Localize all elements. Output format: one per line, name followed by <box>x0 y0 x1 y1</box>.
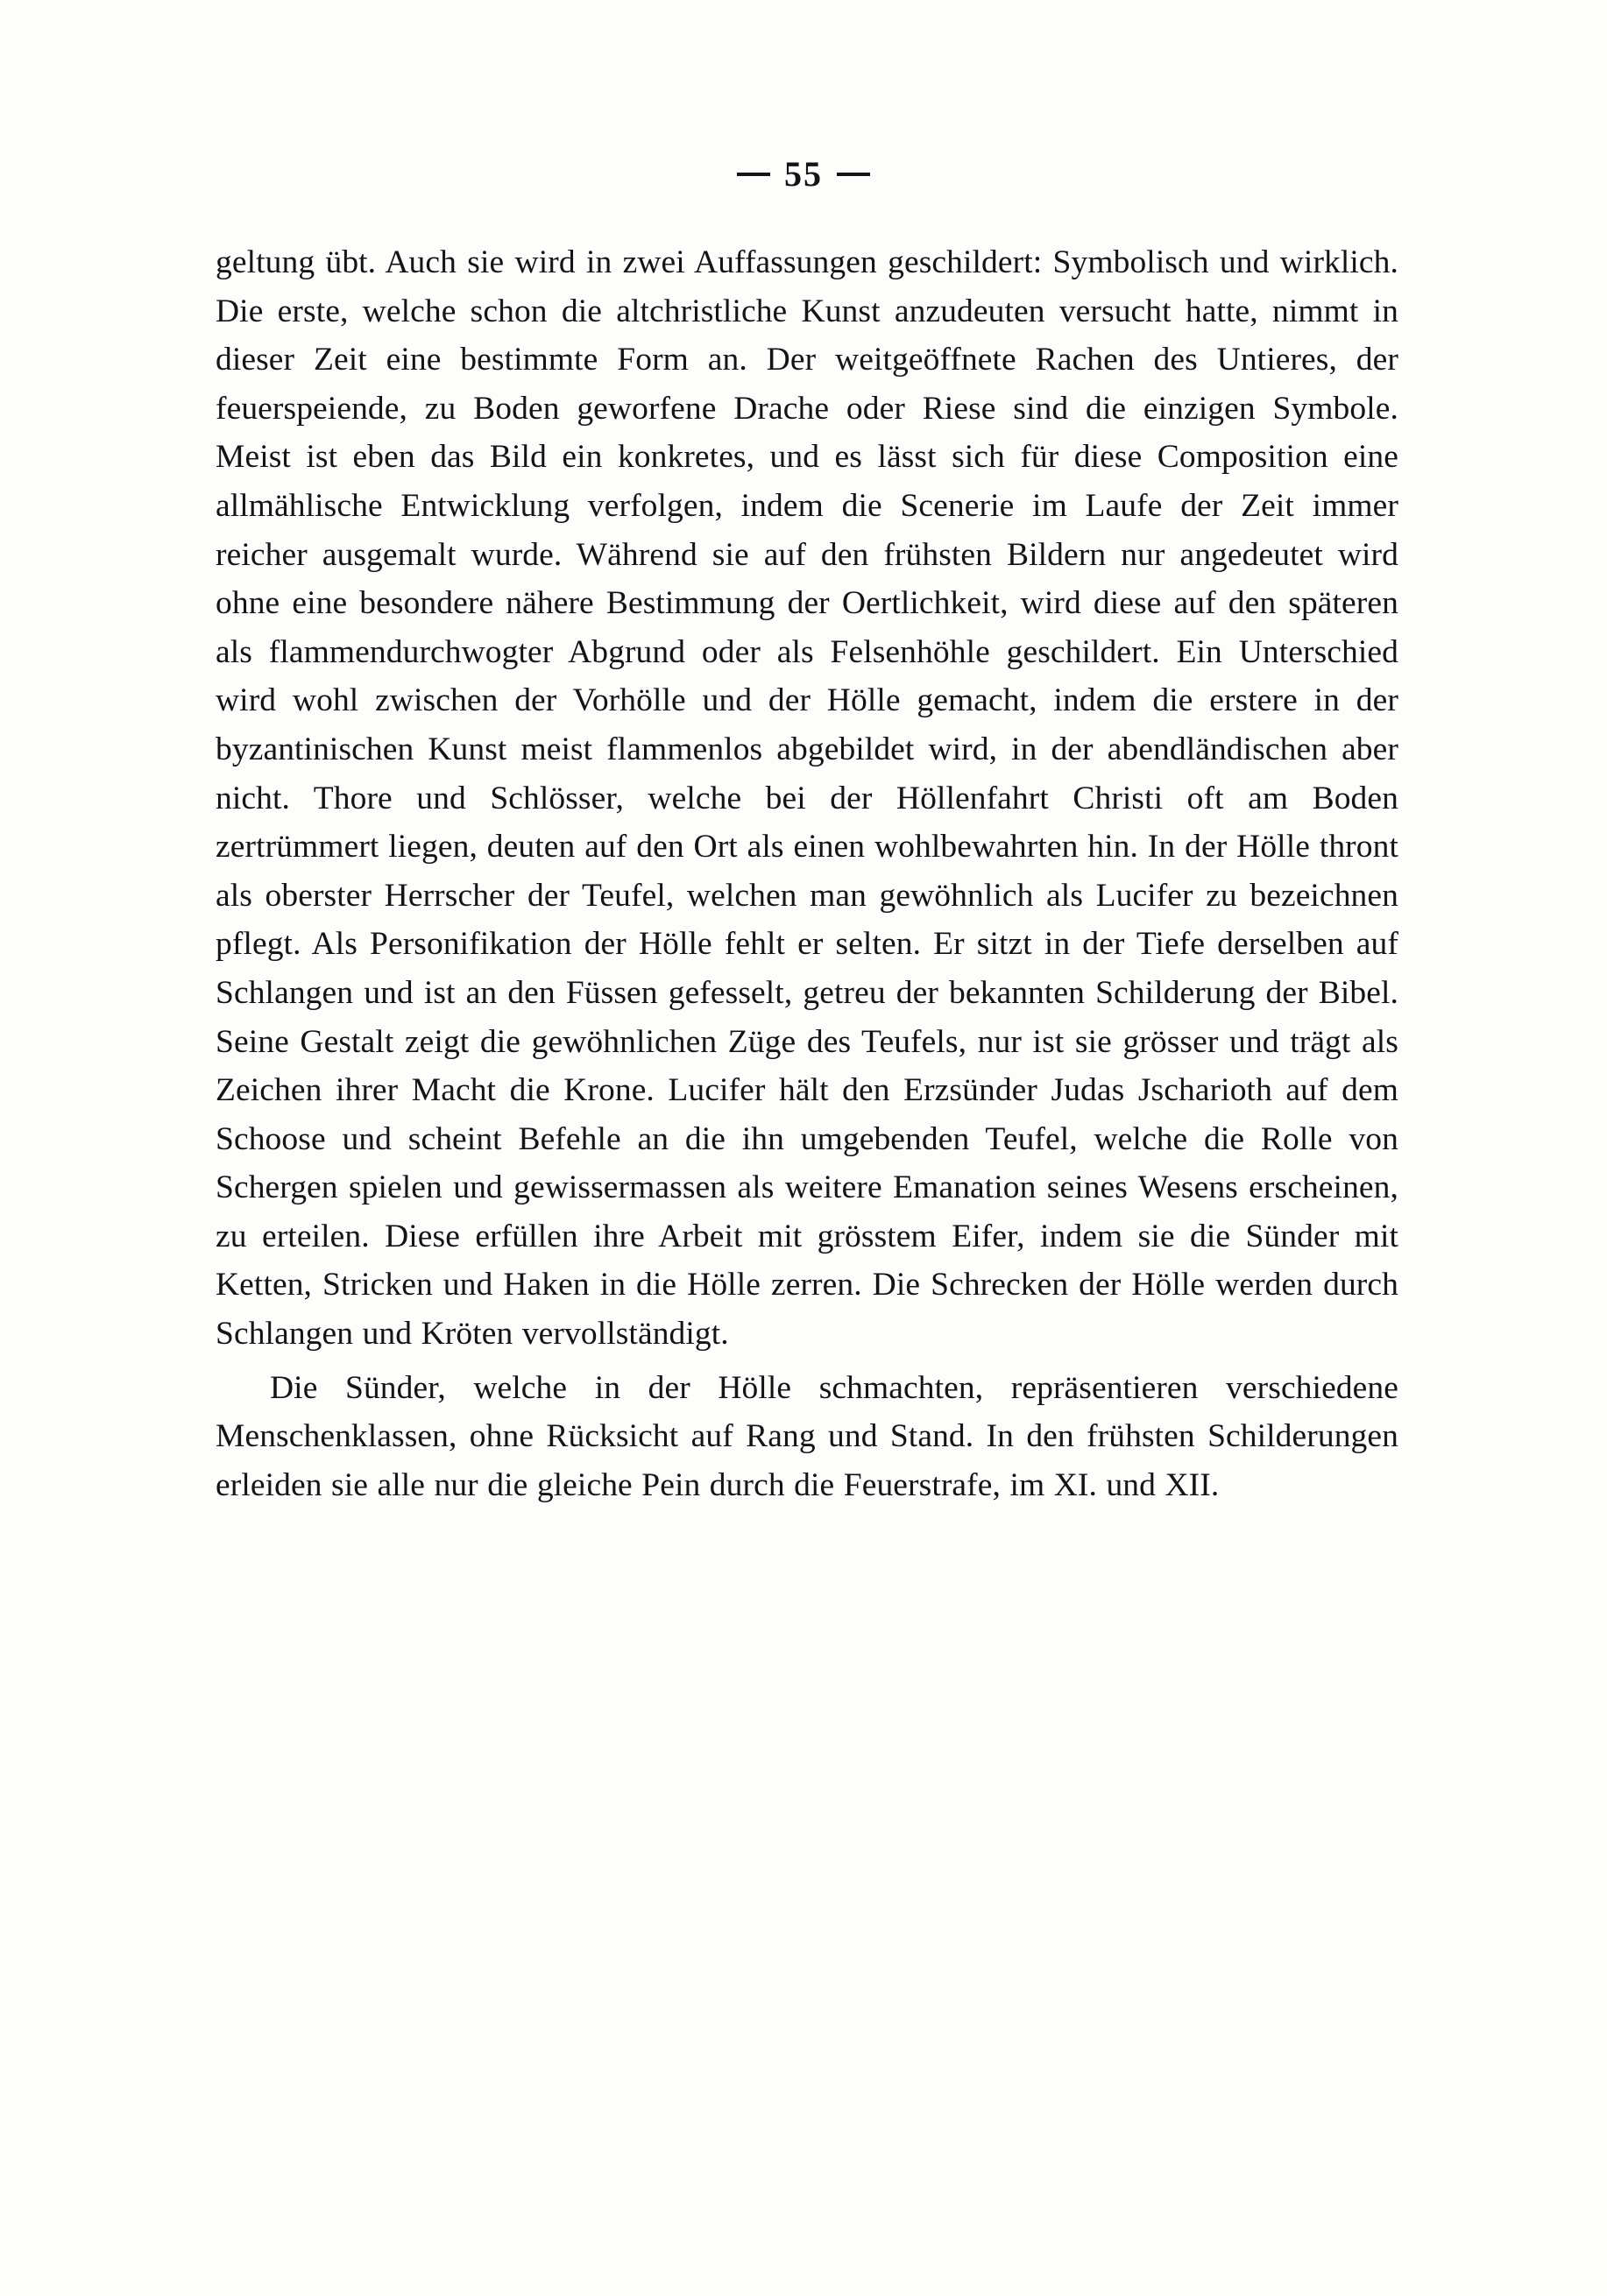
page-number-header <box>0 153 1607 194</box>
paragraph: geltung übt. Auch sie wird in zwei Auffassungen geschildert: Symbolisch und wirklich. Die erste, welche schon die altchristliche Kunst anzudeuten versucht hatte, nimmt in dieser Zeit eine bestimmte Form an. Der weitgeöffnete Rachen des Untieres, der feuerspeiende, zu Boden geworfene Drache oder Riese sind die einzigen Symbole. Meist ist eben das Bild ein konkretes, und es lässt sich für diese Composition eine allmählische Entwicklung verfolgen, indem die Scenerie im Laufe der Zeit immer reicher ausgemalt wurde. Während sie auf den frühsten Bildern nur angedeutet wird ohne eine besondere nähere Bestimmung der Oertlichkeit, wird diese auf den späteren als flammendurchwogter Abgrund oder als Felsenhöhle geschildert. Ein Unterschied wird wohl zwischen der Vorhölle und der Hölle gemacht, indem die erstere in der byzantinischen Kunst meist flammenlos abgebildet wird, in der abendländischen aber nicht. Thore und Schlösser, welche bei der Höllenfahrt Christi oft am Boden zertrümmert liegen, deuten auf den Ort als einen wohlbewahrten hin. In der Hölle thront als oberster Herrscher der Teufel, welchen man gewöhnlich als Lucifer zu bezeichnen pflegt. Als Personifikation der Hölle fehlt er selten. Er sitzt in der Tiefe derselben auf Schlangen und ist an den Füssen gefesselt, getreu der bekannten Schilderung der Bibel. Seine Gestalt zeigt die gewöhnlichen Züge des Teufels, nur ist sie grösser und trägt als Zeichen ihrer Macht die Krone. Lucifer hält den Erzsünder Judas Jscharioth auf dem Schoose und scheint Befehle an die ihn umgebenden Teufel, welche die Rolle von Schergen spielen und gewissermassen als weitere Emanation seines Wesens erscheinen, zu erteilen. Diese erfüllen ihre Arbeit mit grösstem Eifer, indem sie die Sünder mit Ketten, Stricken und Haken in die Hölle zerren. Die Schrecken der Hölle werden durch Schlangen und Kröten vervollständigt. <box>216 244 1398 1353</box>
page-number-left-rule <box>737 173 770 176</box>
page-number-right-rule <box>837 173 870 176</box>
page-number-value: 55 <box>784 154 823 194</box>
paragraph: Die Sünder, welche in der Hölle schmachten, repräsentieren verschiedene Menschenklassen, ohne Rücksicht auf Rang und Stand. In den frühsten Schilderungen erleiden sie alle nur die gleiche Pein durch die Feuerstrafe, im XI. und XII. <box>216 1369 1398 1503</box>
page-body-text <box>216 238 1398 1509</box>
